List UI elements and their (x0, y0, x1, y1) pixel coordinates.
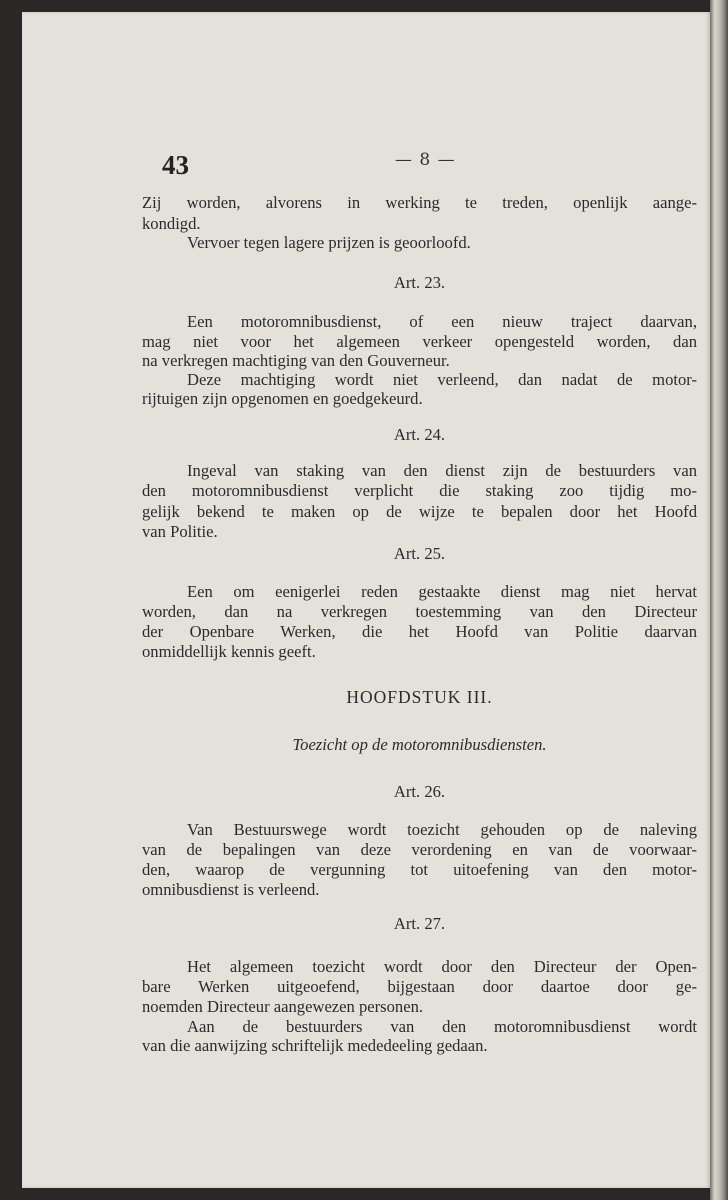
text-line: den, waarop de vergunning tot uitoefening van den motor- (142, 860, 697, 879)
chapter-title: HOOFDSTUK III. (346, 687, 493, 707)
text-line: omnibusdienst is verleend. (142, 880, 320, 899)
text-line: Van Bestuurswege wordt toezicht gehouden op de naleving (187, 820, 697, 839)
article-heading: Art. 25. (393, 544, 446, 563)
text-line: rijtuigen zijn opgenomen en goedgekeurd. (142, 389, 423, 408)
text-line: van die aanwijzing schriftelijk mededeeling gedaan. (142, 1036, 488, 1055)
text-line: van de bepalingen van deze verordening en van de voorwaar- (142, 840, 697, 859)
page-number: — 8 — (395, 150, 456, 170)
text-line: der Openbare Werken, die het Hoofd van Politie daarvan (142, 622, 697, 641)
text-line: Vervoer tegen lagere prijzen is geoorloofd. (187, 233, 471, 252)
text-line: mag niet voor het algemeen verkeer opengesteld worden, dan (142, 332, 697, 351)
article-heading: Art. 26. (393, 782, 446, 801)
text-line: gelijk bekend te maken op de wijze te bepalen door het Hoofd (142, 502, 697, 521)
text-line: Ingeval van staking van den dienst zijn de bestuurders van (187, 461, 697, 480)
text-line: onmiddellijk kennis geeft. (142, 642, 316, 661)
text-line: van Politie. (142, 522, 218, 541)
sheet-number: 43 (162, 150, 189, 180)
text-line: kondigd. (142, 214, 201, 233)
text-line: worden, dan na verkregen toestemming van den Directeur (142, 602, 697, 621)
text-line: Aan de bestuurders van den motoromnibusdienst wordt (187, 1017, 697, 1036)
text-line: Het algemeen toezicht wordt door den Directeur der Open- (187, 957, 697, 976)
text-line: bare Werken uitgeoefend, bijgestaan door daartoe door ge- (142, 977, 697, 996)
text-line: den motoromnibusdienst verplicht die staking zoo tijdig mo- (142, 481, 697, 500)
text-line: Een motoromnibusdienst, of een nieuw traject daarvan, (187, 312, 697, 331)
text-line: Deze machtiging wordt niet verleend, dan nadat de motor- (187, 370, 697, 389)
article-heading: Art. 23. (393, 273, 446, 292)
text-line: na verkregen machtiging van den Gouverneur. (142, 351, 450, 370)
book-page-edge (710, 0, 728, 1200)
article-heading: Art. 27. (393, 914, 446, 933)
text-line: noemden Directeur aangewezen personen. (142, 997, 424, 1016)
article-heading: Art. 24. (393, 425, 446, 444)
text-line: Zij worden, alvorens in werking te treden, openlijk aange- (142, 193, 697, 212)
text-line: Een om eenigerlei reden gestaakte dienst mag niet hervat (187, 582, 697, 601)
chapter-subtitle: Toezicht op de motoromnibusdiensten. (292, 735, 547, 754)
